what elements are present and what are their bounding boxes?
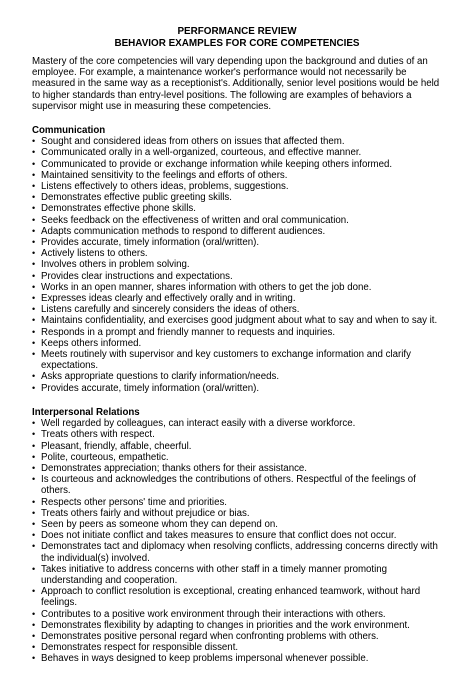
bullet-icon: • [32,214,36,225]
list-item-text: Listens carefully and sincerely considers the ideas of others. [41,304,300,316]
list-item [32,304,442,315]
list-item-text: Demonstrates respect for responsible dissent. [41,642,239,654]
bullet-icon: • [32,203,36,214]
communication-list [32,136,442,394]
bullet-icon: • [32,653,36,664]
bullet-icon: • [32,225,36,236]
bullet-icon: • [32,451,36,462]
bullet-icon: • [32,349,36,360]
bullet-icon: • [32,474,36,485]
bullet-icon: • [32,541,36,552]
list-item [32,508,442,519]
bullet-icon: • [32,462,36,473]
bullet-icon: • [32,169,36,180]
bullet-icon: • [32,642,36,653]
list-item [32,170,442,181]
list-item [32,147,442,158]
list-item-text: Meets routinely with supervisor and key customers to exchange information and clarify expectations. [41,349,411,372]
list-item-text: Demonstrates flexibility by adapting to changes in priorities and the work environment. [41,619,410,631]
section-heading: Interpersonal Relations [32,406,140,418]
list-item-text: Takes initiative to address concerns with other staff in a timely manner promoting understanding and cooperation. [41,563,388,586]
bullet-icon: • [32,147,36,158]
list-item [32,609,442,620]
list-item-text: Provides accurate, timely information (oral/written). [41,237,260,249]
list-item [32,327,442,338]
bullet-icon: • [32,563,36,574]
bullet-icon: • [32,315,36,326]
bullet-icon: • [32,496,36,507]
bullet-icon: • [32,429,36,440]
list-item [32,203,442,214]
list-item-text: Works in an open manner, shares information with others to get the job done. [41,281,372,293]
list-item-text: Does not initiate conflict and takes measures to ensure that conflict does not occur. [41,530,397,542]
list-item-text: Provides clear instructions and expectations. [41,270,233,282]
list-item [32,497,442,508]
list-item-text: Demonstrates appreciation; thanks others for their assistance. [41,462,307,474]
list-item-text: Seen by peers as someone whom they can depend on. [41,518,278,530]
communication-section [32,125,442,394]
bullet-icon: • [32,337,36,348]
bullet-icon: • [32,158,36,169]
list-item [32,586,442,608]
bullet-icon: • [32,619,36,630]
list-item [32,315,442,326]
list-item-text: Well regarded by colleagues, can interact easily with a diverse workforce. [41,418,356,430]
bullet-icon: • [32,248,36,259]
bullet-icon: • [32,518,36,529]
list-item-text: Approach to conflict resolution is exceptional, creating enhanced teamwork, without hard feelings. [41,586,421,609]
section-heading: Communication [32,125,106,137]
list-item-text: Pleasant, friendly, affable, cheerful. [41,440,192,452]
interpersonal-section [32,407,442,665]
list-item-text: Responds in a prompt and friendly manner to requests and inquiries. [41,326,336,338]
list-item [32,452,442,463]
document-title [32,26,442,50]
bullet-icon: • [32,326,36,337]
list-item [32,226,442,237]
bullet-icon: • [32,281,36,292]
list-item-text: Communicated orally in a well-organized, courteous, and effective manner. [41,147,362,159]
list-item [32,441,442,452]
list-item [32,429,442,440]
list-item [32,259,442,270]
bullet-icon: • [32,192,36,203]
list-item-text: Demonstrates effective public greeting skills. [41,192,232,204]
bullet-icon: • [32,586,36,597]
list-item-text: Demonstrates effective phone skills. [41,203,196,215]
list-item [32,338,442,349]
list-item-text: Demonstrates positive personal regard when confronting problems with others. [41,630,379,642]
list-item-text: Adapts communication methods to respond to different audiences. [41,225,326,237]
list-item-text: Contributes to a positive work environment through their interactions with others. [41,608,386,620]
list-item-text: Polite, courteous, empathetic. [41,451,169,463]
list-item-text: Maintained sensitivity to the feelings and efforts of others. [41,169,288,181]
bullet-icon: • [32,608,36,619]
list-item [32,463,442,474]
list-item-text: Maintains confidentiality, and exercises good judgment about what to say and when to say it. [41,315,438,327]
bullet-icon: • [32,259,36,270]
list-item [32,474,442,496]
list-item-text: Respects other persons' time and priorities. [41,496,227,508]
title-line-1: PERFORMANCE REVIEW [177,26,297,37]
list-item [32,519,442,530]
bullet-icon: • [32,293,36,304]
list-item-text: Seeks feedback on the effectiveness of written and oral communication. [41,214,349,226]
list-item-text: Is courteous and acknowledges the contributions of others. Respectful of the feelings of others. [41,474,416,497]
list-item [32,530,442,541]
list-item-text: Provides accurate, timely information (oral/written). [41,382,260,394]
list-item [32,349,442,371]
list-item-text: Treats others with respect. [41,429,155,441]
list-item-text: Listens effectively to others ideas, problems, suggestions. [41,181,289,193]
list-item-text: Keeps others informed. [41,337,142,349]
list-item-text: Behaves in ways designed to keep problems impersonal whenever possible. [41,653,369,665]
bullet-icon: • [32,181,36,192]
bullet-icon: • [32,237,36,248]
list-item [32,293,442,304]
list-item [32,642,442,653]
list-item-text: Communicated to provide or exchange information while keeping others informed. [41,158,393,170]
list-item-text: Expresses ideas clearly and effectively orally and in writing. [41,293,296,305]
bullet-icon: • [32,136,36,147]
list-item [32,541,442,563]
list-item [32,564,442,586]
list-item [32,631,442,642]
list-item [32,282,442,293]
list-item-text: Demonstrates tact and diplomacy when resolving conflicts, addressing concerns directly with the individual(s) involved. [41,541,438,564]
list-item [32,215,442,226]
bullet-icon: • [32,270,36,281]
list-item [32,271,442,282]
interpersonal-list [32,418,442,664]
list-item [32,248,442,259]
list-item [32,620,442,631]
title-line-2: BEHAVIOR EXAMPLES FOR CORE COMPETENCIES [114,38,360,49]
list-item-text: Involves others in problem solving. [41,259,190,271]
list-item-text: Sought and considered ideas from others on issues that affected them. [41,136,345,148]
list-item [32,192,442,203]
list-item-text: Asks appropriate questions to clarify information/needs. [41,371,280,383]
list-item [32,159,442,170]
intro-paragraph: Mastery of the core competencies will vary depending upon the background and duties of an employee. For example, a maintenance worker's performance would not necessarily be measured in the same way as a receptionist's. Additionally, senior level positions would be held to higher standards than entry-level positions. The following are examples of behaviors a supervisor might use in measuring these competencies. [32,56,440,112]
list-item [32,136,442,147]
bullet-icon: • [32,630,36,641]
list-item-text: Treats others fairly and without prejudice or bias. [41,507,250,519]
bullet-icon: • [32,418,36,429]
list-item [32,653,442,664]
bullet-icon: • [32,530,36,541]
list-item [32,237,442,248]
list-item [32,371,442,382]
bullet-icon: • [32,507,36,518]
list-item [32,383,442,394]
bullet-icon: • [32,382,36,393]
list-item [32,181,442,192]
bullet-icon: • [32,304,36,315]
list-item [32,418,442,429]
list-item-text: Actively listens to others. [41,248,148,260]
bullet-icon: • [32,371,36,382]
bullet-icon: • [32,440,36,451]
